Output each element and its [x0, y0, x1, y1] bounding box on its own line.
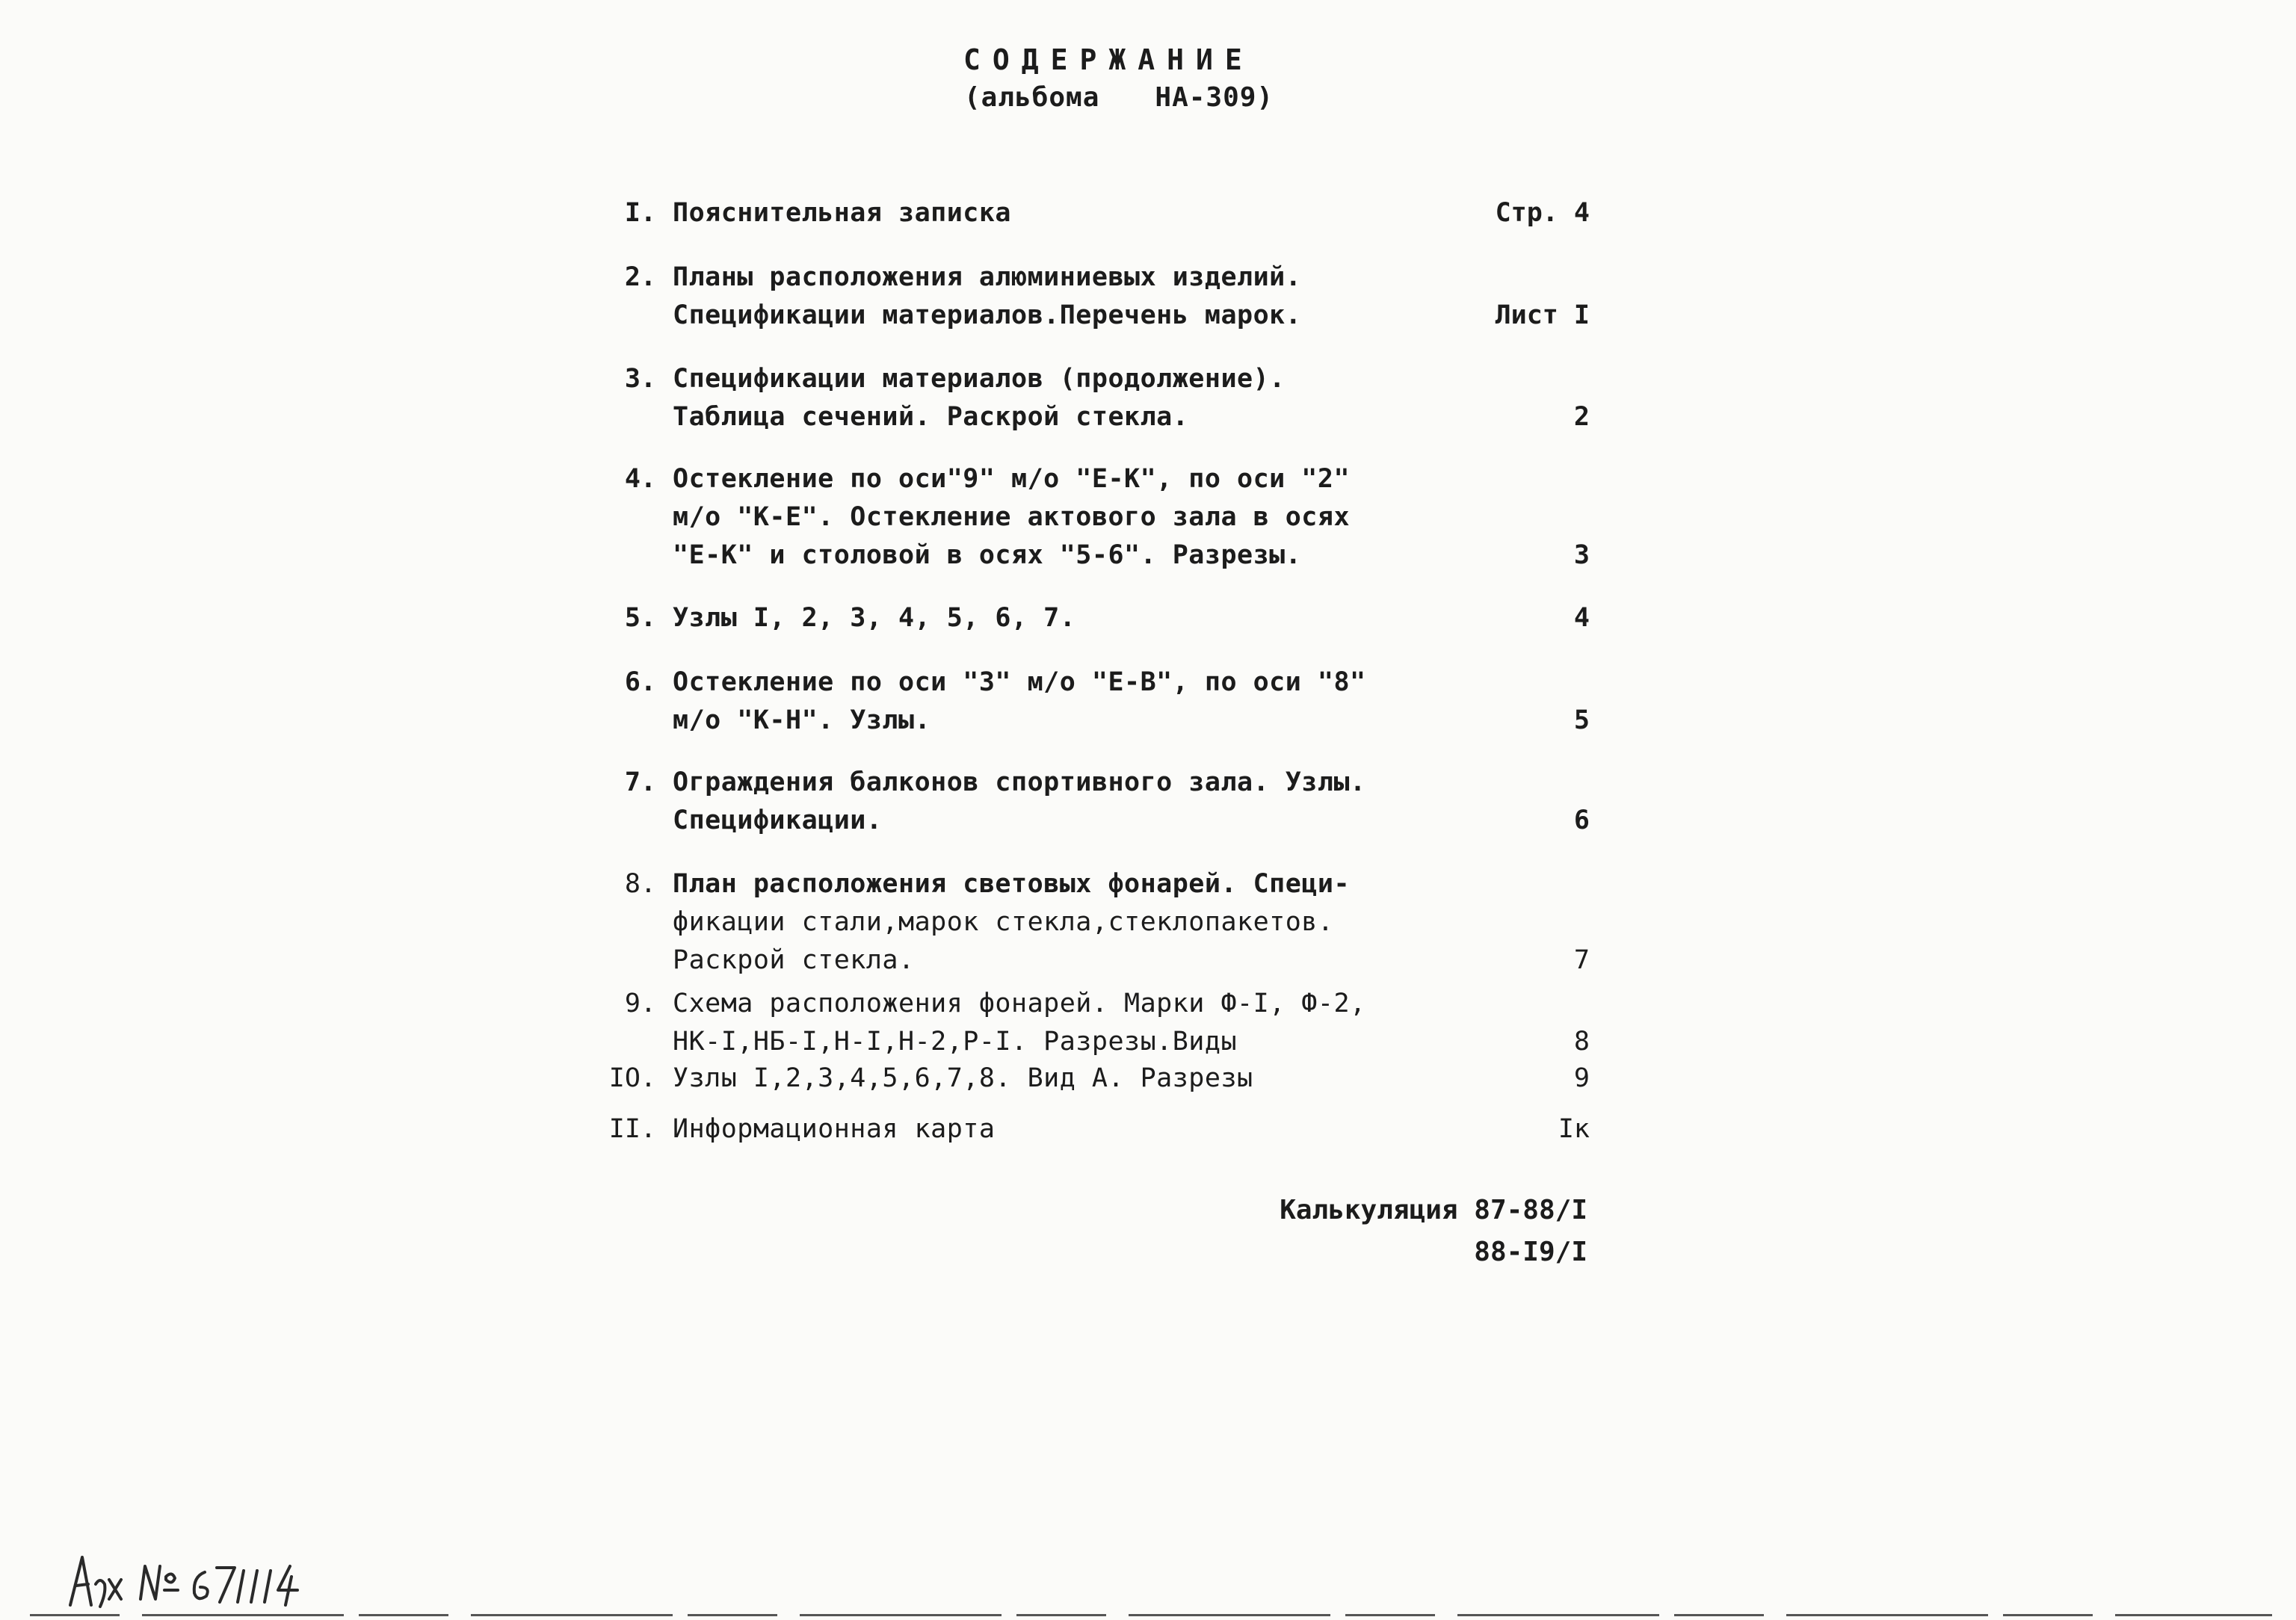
calculation-line-2: 88-I9/I	[1474, 1237, 1587, 1267]
toc-entry-number: IO.	[608, 1063, 656, 1093]
toc-entry-number: 3.	[624, 364, 656, 394]
toc-entry-text	[673, 764, 1510, 840]
toc-entry-text	[673, 599, 1510, 637]
toc-entry-text	[673, 259, 1510, 335]
toc-entry-page: 4	[1573, 603, 1590, 633]
toc-entry-line: Ограждения балконов спортивного зала. Узлы.	[673, 767, 1366, 797]
toc-entry-number: 2.	[624, 262, 656, 292]
toc-entry-page: Лист I	[1495, 300, 1590, 330]
toc-entry-line: Раскрой стекла.	[673, 945, 915, 975]
toc-entry-line: План расположения световых фонарей. Специ-	[673, 869, 1351, 899]
toc-entry-line: фикации стали,марок стекла,стеклопакетов.	[673, 907, 1334, 937]
toc-entry-number: 6.	[624, 667, 656, 697]
document-title: СОДЕРЖАНИЕ	[963, 43, 1254, 76]
toc-entry-page: 8	[1573, 1027, 1590, 1057]
toc-entry-line: Спецификации материалов (продолжение).	[673, 364, 1286, 394]
toc-entry-page: 7	[1573, 945, 1590, 975]
toc-entry-page: 5	[1573, 705, 1590, 735]
toc-entry-line: Информационная карта	[673, 1114, 996, 1144]
toc-entry-page: Стр. 4	[1495, 198, 1590, 228]
toc-entry-line: НК-I,НБ-I,Н-I,Н-2,Р-I. Разрезы.Виды	[673, 1027, 1238, 1057]
toc-entry-line: Планы расположения алюминиевых изделий.	[673, 262, 1302, 292]
toc-entry-line: Узлы I, 2, 3, 4, 5, 6, 7.	[673, 603, 1076, 633]
bottom-border-line	[30, 1614, 2272, 1616]
toc-entry-line: Остекление по оси "3" м/о "Е-В", по оси "8"	[673, 667, 1366, 697]
toc-entry-line: Схема расположения фонарей. Марки Ф-I, Ф-2,	[673, 989, 1366, 1018]
toc-entry-line: м/о "К-Н". Узлы.	[673, 705, 931, 735]
toc-entry-page: Iк	[1558, 1114, 1590, 1144]
toc-entry-text	[673, 865, 1510, 980]
toc-entry-line: Спецификации материалов.Перечень марок.	[673, 300, 1302, 330]
toc-entry-page: 9	[1573, 1063, 1590, 1093]
toc-entry-number: 7.	[624, 767, 656, 797]
handwritten-archive-number	[66, 1547, 380, 1614]
subtitle-album: (альбома	[964, 82, 1100, 113]
toc-entry-number: 8.	[624, 869, 656, 899]
toc-entry-number: 9.	[624, 989, 656, 1018]
toc-entry-text	[673, 1060, 1510, 1098]
toc-entry-number: II.	[608, 1114, 656, 1144]
toc-entry-line: Пояснительная записка	[673, 198, 1012, 228]
toc-entry-line: Спецификации.	[673, 806, 883, 835]
toc-entry-line: Таблица сечений. Раскрой стекла.	[673, 402, 1189, 432]
toc-entry-text	[673, 985, 1510, 1061]
toc-entry-text	[673, 1110, 1510, 1148]
toc-entry-line: м/о "К-Е". Остекление актового зала в осях	[673, 502, 1351, 532]
calculation-block	[1280, 1190, 1587, 1273]
toc-entry-number: 5.	[624, 603, 656, 633]
calculation-line-1: Калькуляция 87-88/I	[1280, 1195, 1587, 1225]
toc-entry-number: 4.	[624, 464, 656, 494]
toc-entry-number: I.	[624, 198, 656, 228]
toc-entry-text	[673, 460, 1510, 575]
toc-entry-text	[673, 194, 1510, 232]
toc-entry-line: "Е-К" и столовой в осях "5-6". Разрезы.	[673, 540, 1302, 570]
signature-text: Арх № 671114	[66, 1547, 72, 1548]
toc-entry-page: 2	[1573, 402, 1590, 432]
toc-entry-line: Остекление по оси"9" м/о "Е-К", по оси "2"	[673, 464, 1351, 494]
subtitle-code: НА-309)	[1155, 82, 1274, 113]
toc-entry-line: Узлы I,2,3,4,5,6,7,8. Вид А. Разрезы	[673, 1063, 1253, 1093]
toc-entry-text	[673, 664, 1510, 740]
toc-entry-page: 3	[1573, 540, 1590, 570]
toc-entry-text	[673, 360, 1510, 436]
toc-entry-page: 6	[1573, 806, 1590, 835]
